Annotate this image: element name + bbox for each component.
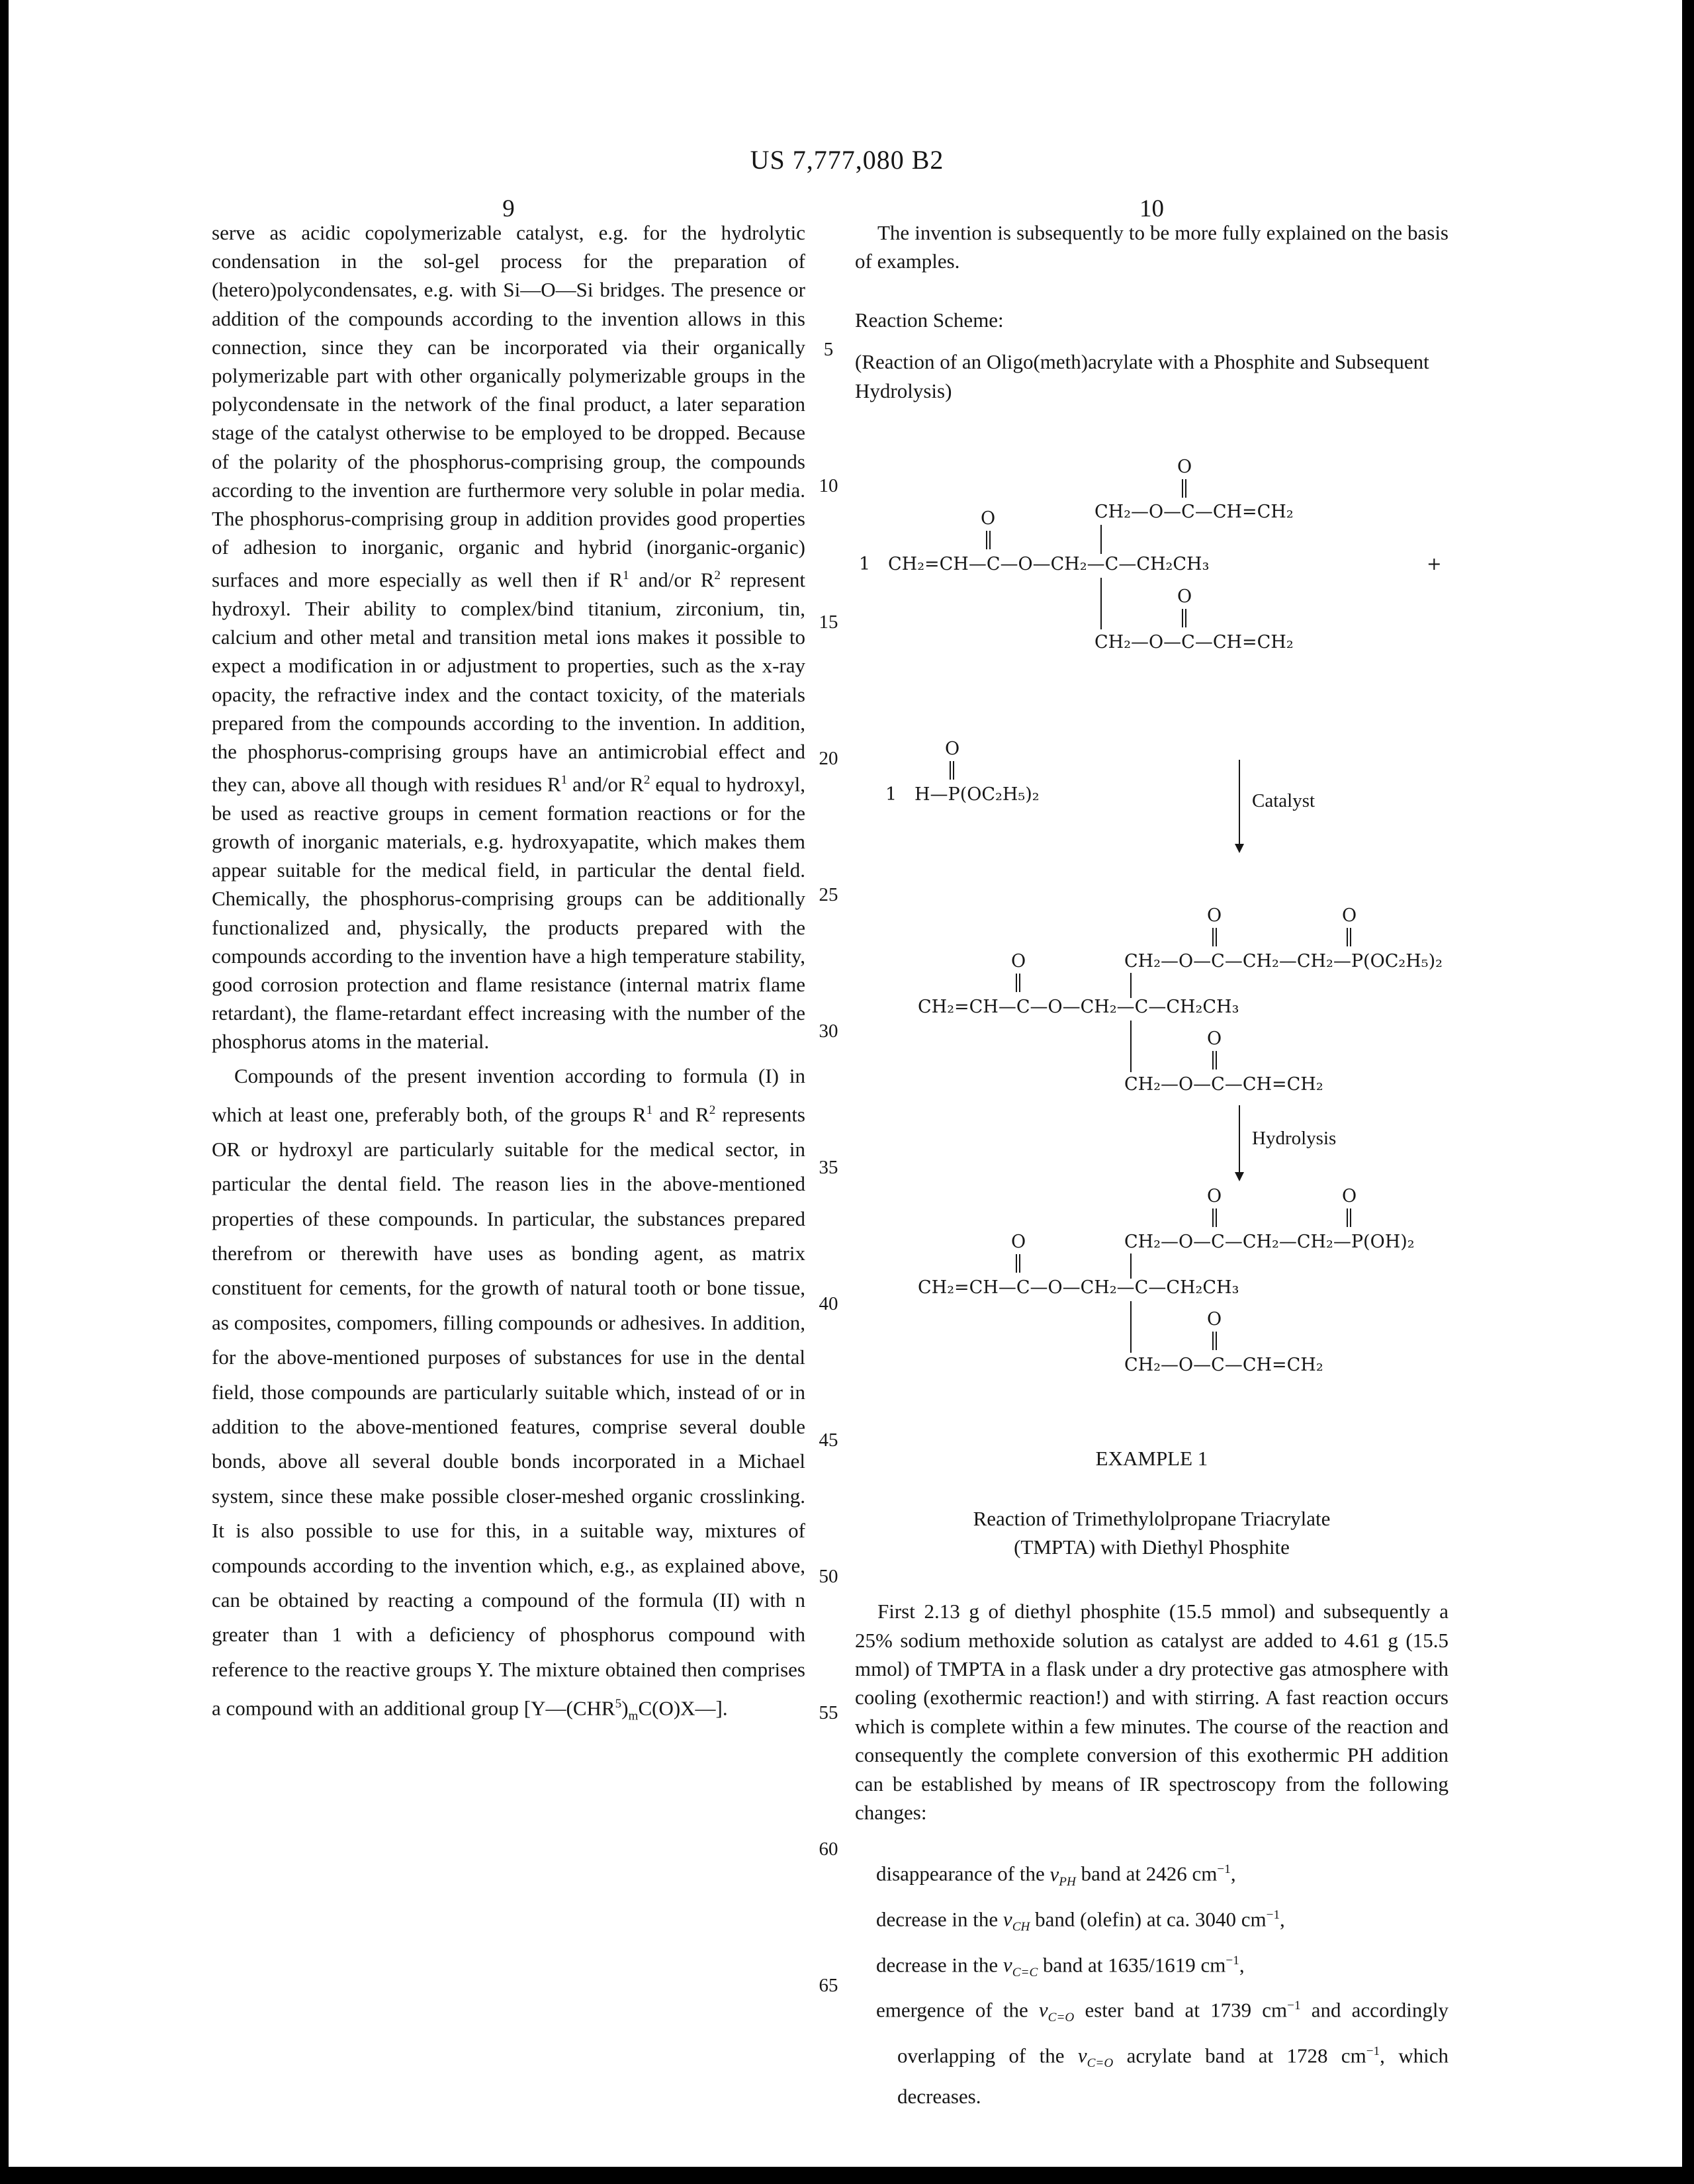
carbonyl-oxygen: O — [1011, 1231, 1026, 1252]
carbonyl-oxygen: O — [1207, 1185, 1222, 1206]
carbonyl-oxygen: O — [981, 508, 996, 529]
acrylate-branch-formula: CH₂—O—C—CH=CH₂ — [1124, 1073, 1323, 1095]
carbonyl-oxygen: O — [1011, 950, 1026, 972]
catalyst-reaction-arrow — [1239, 760, 1240, 844]
line-number: 60 — [819, 1839, 838, 1860]
tmpta-main-chain-formula: CH₂=CH—C—O—CH₂—C—CH₂CH₃ — [918, 1277, 1239, 1298]
example-subheading-line1: Reaction of Trimethylolpropane Triacrylate — [973, 1506, 1331, 1530]
body-paragraph: serve as acidic copolymerizable catalyst, e.g. for the hydrolytic condensation in the sol-gel process for the preparation of (hetero)polycondensates, e.g. with Si—O—Si bridges. The presence or addition of the compounds according to the invention allows in this connection, since they can be incorporated via their organically polymerizable part with other organically polymerizable groups in the polycondensate in the network of the final product, a later separation stage of the catalyst otherwise to be employed to be dropped. Because of the polarity of the phosphorus-comprising group, the compounds according to the invention are furthermore very soluble in polar media. The phosphorus-comprising group in addition provides good properties of adhesion to inorganic, organic and hybrid (inorganic-organic) surfaces and more especially as well then if $R^1$ and/or $R^2$ represent hydroxyl. Their ability to complex/bind titanium, zirconium, tin, calcium and other metal and transition metal ions makes it possible to expect a modification in or adjustment to properties, such as the x-ray opacity, the refractive index and the contact toxicity, of the materials prepared from the compounds according to the invention. In addition, the phosphorus-comprising groups have an antimicrobial effect and they can, above all though with residues $R^1$ and/or $R^2$ equal to hydroxyl, be used as reactive groups in cement formation reactions or for the growth of inorganic materials, e.g. hydroxyapatite, which makes them appear suitable for the medical field, in particular the dental field. Chemically, the phosphorus-comprising groups can be additionally functionalized and, physically, the products prepared with the compounds according to the invention have a high temperature stability, good corrosion protection and flame resistance (internal matrix flame retardant), the flame-retardant effect increasing with the number of the phosphorus atoms in the material. — [212, 221, 805, 1054]
ir-band-item: disappearance of the $\nu_{PH}$ band at 2426 $cm^{-1}$, — [876, 1862, 1236, 1889]
single-bond-vertical — [1130, 1021, 1132, 1072]
double-bond-vertical — [1347, 928, 1351, 946]
hydrolysis-reaction-arrow — [1239, 1105, 1240, 1173]
phosphonic-acid-branch-formula: CH₂—O—C—CH₂—CH₂—P(OH)₂ — [1124, 1231, 1415, 1252]
acrylate-branch-formula: CH₂—O—C—CH=CH₂ — [1094, 631, 1294, 653]
tmpta-main-chain-formula: CH₂=CH—C—O—CH₂—C—CH₂CH₃ — [888, 553, 1210, 574]
scan-artifact-left-edge — [0, 0, 9, 2184]
single-bond-vertical — [1130, 973, 1132, 998]
diethyl-phosphite-formula: H—P(OC₂H₅)₂ — [914, 784, 1040, 805]
scan-artifact-bottom-edge — [0, 2167, 1694, 2184]
line-number: 5 — [823, 339, 834, 360]
double-bond-vertical — [986, 531, 991, 549]
single-bond-vertical — [1130, 1301, 1132, 1353]
phosphoryl-oxygen: O — [945, 738, 960, 759]
right-column — [855, 218, 1449, 2113]
tmpta-main-chain-formula: CH₂=CH—C—O—CH₂—C—CH₂CH₃ — [918, 996, 1239, 1017]
double-bond-vertical — [1212, 928, 1217, 946]
plus-sign: + — [1427, 553, 1442, 574]
line-number: 25 — [819, 884, 838, 905]
line-number: 45 — [819, 1430, 838, 1451]
double-bond-vertical — [950, 761, 954, 780]
reaction-scheme-subtitle: (Reaction of an Oligo(meth)acrylate with a Phosphite and Subsequent Hydrolysis) — [855, 350, 1429, 402]
hydrolysis-label: Hydrolysis — [1252, 1127, 1337, 1149]
line-number: 55 — [819, 1702, 838, 1723]
double-bond-vertical — [1212, 1332, 1217, 1350]
phosphonate-ester-branch-formula: CH₂—O—C—CH₂—CH₂—P(OC₂H₅)₂ — [1124, 950, 1443, 972]
double-bond-vertical — [1182, 609, 1186, 627]
left-column — [212, 218, 805, 1734]
example-subheading — [855, 1504, 1449, 1561]
phosphoryl-oxygen: O — [1342, 905, 1357, 926]
single-bond-vertical — [1130, 1253, 1132, 1279]
stoichiometric-coefficient: 1 — [885, 784, 897, 805]
example-body-paragraph: First 2.13 g of diethyl phosphite (15.5 mmol) and subsequently a 25% sodium methoxide solution as catalyst are added to 4.61 g (15.5 mmol) of TMPTA in a flask under a dry protective gas atmosphere with cooling (exothermic reaction!) and with stirring. A fast reaction occurs which is complete within a few minutes. The course of the reaction and consequently the complete conversion of this exothermic PH addition can be established by means of IR spectroscopy from the following changes: — [855, 1600, 1449, 1825]
line-number: 20 — [819, 748, 838, 769]
column-page-number-left: 9 — [502, 195, 515, 222]
double-bond-vertical — [1347, 1208, 1351, 1227]
line-number: 50 — [819, 1566, 838, 1587]
line-number: 40 — [819, 1293, 838, 1314]
double-bond-vertical — [1016, 974, 1020, 992]
catalyst-label: Catalyst — [1252, 790, 1315, 811]
line-number: 10 — [819, 475, 838, 496]
carbonyl-oxygen: O — [1177, 456, 1192, 477]
carbonyl-oxygen: O — [1207, 1308, 1222, 1330]
ir-band-item: emergence of the $\nu_{C=O}$ ester band at 1739 $cm^{-1}$ and accordingly overlapping of the $\nu_{C=O}$ acrylate band at 1728 $cm^{-1}$, which decreases. — [876, 1998, 1449, 2109]
carbonyl-oxygen: O — [1207, 905, 1222, 926]
carbonyl-oxygen: O — [1207, 1028, 1222, 1049]
stoichiometric-coefficient: 1 — [859, 553, 871, 574]
line-number: 65 — [819, 1975, 838, 1996]
example-subheading-line2: (TMPTA) with Diethyl Phosphite — [1014, 1535, 1290, 1559]
reaction-scheme-title: Reaction Scheme: — [855, 308, 1004, 332]
patent-number: US 7,777,080 B2 — [750, 145, 944, 175]
acrylate-branch-formula: CH₂—O—C—CH=CH₂ — [1094, 501, 1294, 522]
ir-band-list — [855, 1853, 1449, 2113]
line-number: 30 — [819, 1021, 838, 1042]
single-bond-vertical — [1100, 578, 1102, 629]
double-bond-vertical — [1212, 1051, 1217, 1069]
scan-artifact-right-edge — [1682, 0, 1694, 2184]
acrylate-branch-formula: CH₂—O—C—CH=CH₂ — [1124, 1354, 1323, 1375]
column-page-number-right: 10 — [1139, 195, 1164, 222]
body-paragraph: Compounds of the present invention according to formula (I) in which at least one, preferably both, of the groups $R^1$ and $R^2$ represents OR or hydroxyl are particularly suitable for the medical sector, in particular the dental field. The reason lies in the above-mentioned properties of these compounds. In particular, the substances prepared therefrom or therewith have uses as bonding agent, as matrix constituent for cements, for the growth of natural tooth or bone tissue, as composites, compomers, filling compounds or adhesives. In addition, for the above-mentioned purposes of substances for use in the dental field, those compounds are particularly suitable which, instead of or in addition to the above-mentioned features, comprise several double bonds, above all several double bonds incorporated in a Michael system, since these make possible closer-meshed organic crosslinking. It is also possible to use for this, in a suitable way, mixtures of compounds according to the invention which, e.g., as explained above, can be obtained by reacting a compound of the formula (II) with n greater than 1 with a deficiency of phosphorus compound with reference to the reactive groups Y. The mixture obtained then comprises a compound with an additional group $[Y—(CHR^5)_mC(O)X—]$. — [212, 1064, 805, 1723]
line-number: 15 — [819, 612, 838, 633]
reaction-scheme-diagram — [855, 428, 1449, 1387]
ir-band-item: decrease in the $\nu_{C=C}$ band at 1635/1619 $cm^{-1}$, — [876, 1952, 1245, 1980]
double-bond-vertical — [1016, 1254, 1020, 1273]
example-heading: EXAMPLE 1 — [1095, 1446, 1208, 1470]
line-number: 35 — [819, 1157, 838, 1178]
phosphoryl-oxygen: O — [1342, 1185, 1357, 1206]
double-bond-vertical — [1212, 1208, 1217, 1227]
ir-band-item: decrease in the $\nu_{CH}$ band (olefin) at ca. 3040 $cm^{-1}$, — [876, 1907, 1285, 1934]
intro-paragraph: The invention is subsequently to be more fully explained on the basis of examples. — [855, 221, 1449, 273]
carbonyl-oxygen: O — [1177, 586, 1192, 607]
double-bond-vertical — [1182, 479, 1186, 498]
single-bond-vertical — [1100, 525, 1102, 554]
